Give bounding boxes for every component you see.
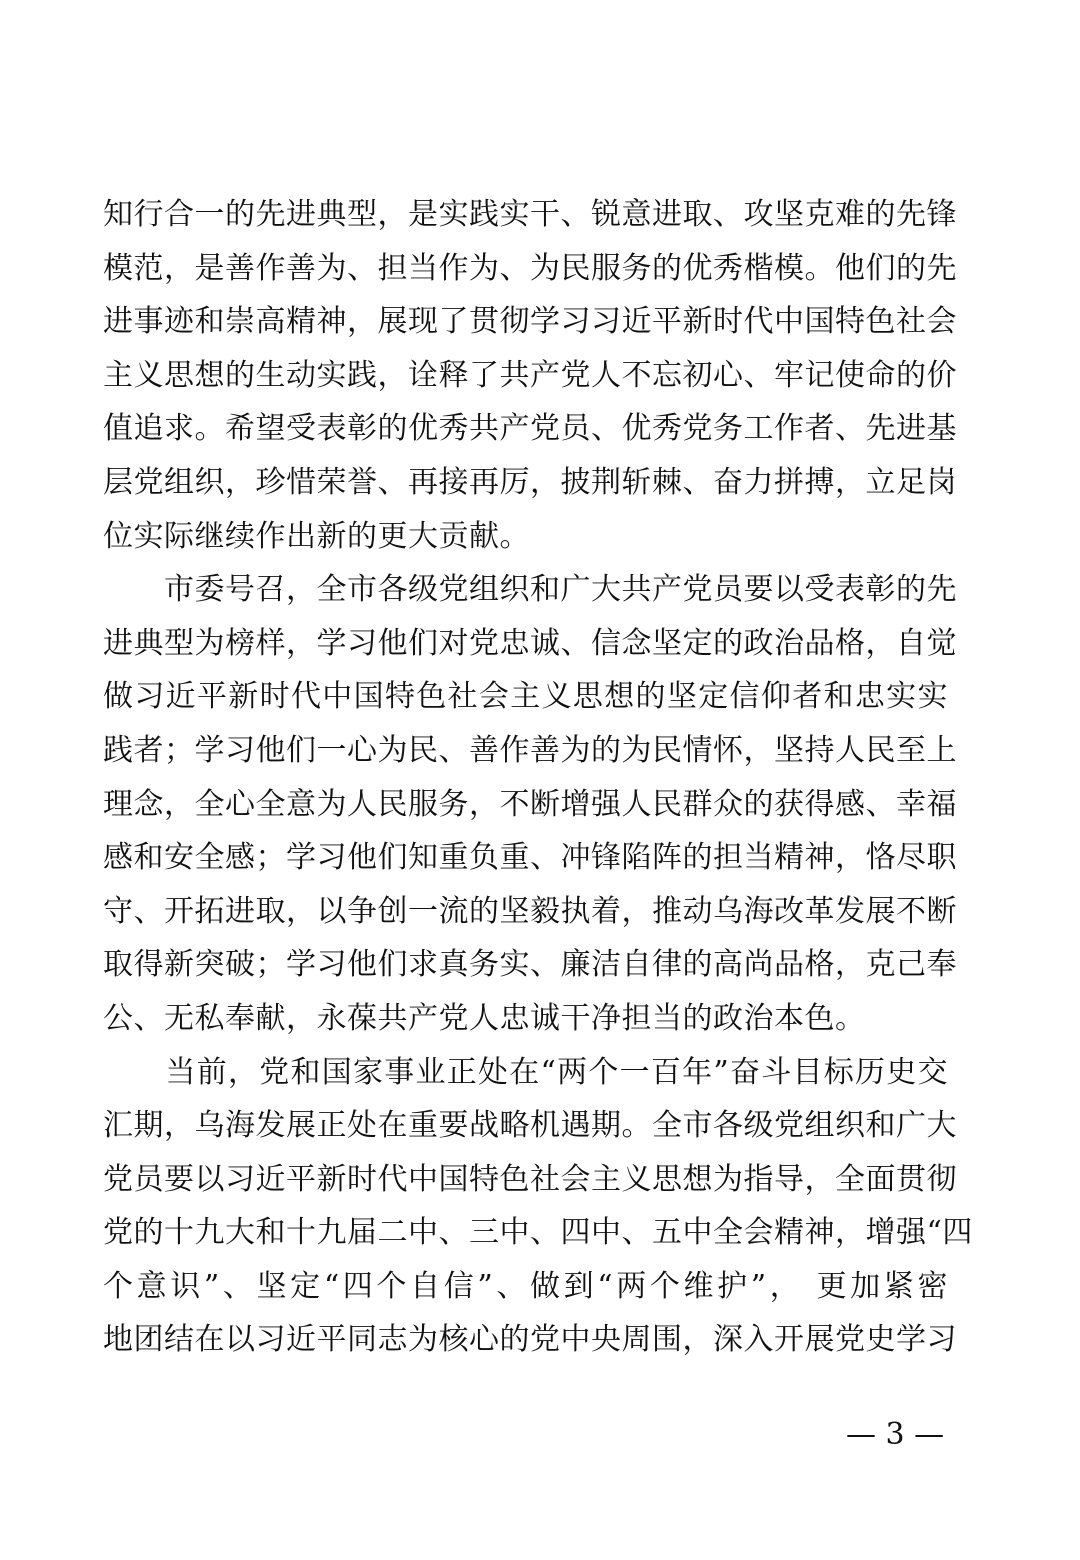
- text-line: 践者；学习他们一心为民、善作善为的为民情怀，坚持人民至上: [103, 732, 957, 768]
- text-line: 党的十九大和十九届二中、三中、四中、五中全会精神，增强“四: [103, 1215, 973, 1251]
- text-line: 当前，党和国家事业正处在“两个一百年”奋斗目标历史交: [103, 1054, 948, 1090]
- text-line: 市委号召，全市各级党组织和广大共产党员要以受表彰的先: [103, 572, 957, 608]
- text-line: 感和安全感；学习他们知重负重、冲锋陷阵的担当精神，恪尽职: [103, 840, 957, 876]
- text-line: 党员要以习近平新时代中国特色社会主义思想为指导，全面贯彻: [103, 1161, 957, 1197]
- text-line: 取得新突破；学习他们求真务实、廉洁自律的高尚品格，克己奉: [103, 947, 957, 983]
- text-line: 知行合一的先进典型，是实践实干、锐意进取、攻坚克难的先锋: [103, 197, 957, 232]
- text-line: 进典型为榜样，学习他们对党忠诚、信念坚定的政治品格，自觉: [103, 625, 957, 661]
- text-line: 进事迹和崇高精神，展现了贯彻学习习近平新时代中国特色社会: [103, 304, 957, 340]
- text-line: 位实际继续作出新的更大贡献。: [103, 518, 530, 554]
- text-line: 做习近平新时代中国特色社会主义思想的坚定信仰者和忠实实: [103, 679, 948, 715]
- text-line: 公、无私奉献，永葆共产党人忠诚干净担当的政治本色。: [103, 1000, 866, 1036]
- text-line: 汇期，乌海发展正处在重要战略机遇期。全市各级党组织和广大: [103, 1108, 957, 1144]
- text-line: 主义思想的生动实践，诠释了共产党人不忘初心、牢记使命的价: [103, 357, 957, 393]
- text-line: 地团结在以习近平同志为核心的党中央周围，深入开展党史学习: [103, 1322, 957, 1358]
- text-line: 个意识”、坚定“四个自信”、做到“两个维护”， 更加紧密: [103, 1268, 948, 1304]
- document-body: [103, 188, 973, 1367]
- text-line: 理念，全心全意为人民服务，不断增强人民群众的获得感、幸福: [103, 786, 957, 822]
- text-line: 守、开拓进取，以争创一流的坚毅执着，推动乌海改革发展不断: [103, 893, 957, 929]
- page-number: — 3 —: [846, 1417, 945, 1452]
- text-line: 值追求。希望受表彰的优秀共产党员、优秀党务工作者、先进基: [103, 411, 957, 447]
- text-line: 层党组织，珍惜荣誉、再接再厉，披荆斩棘、奋力拼搏，立足岗: [103, 464, 957, 500]
- text-line: 模范，是善作善为、担当作为、为民服务的优秀楷模。他们的先: [103, 250, 957, 286]
